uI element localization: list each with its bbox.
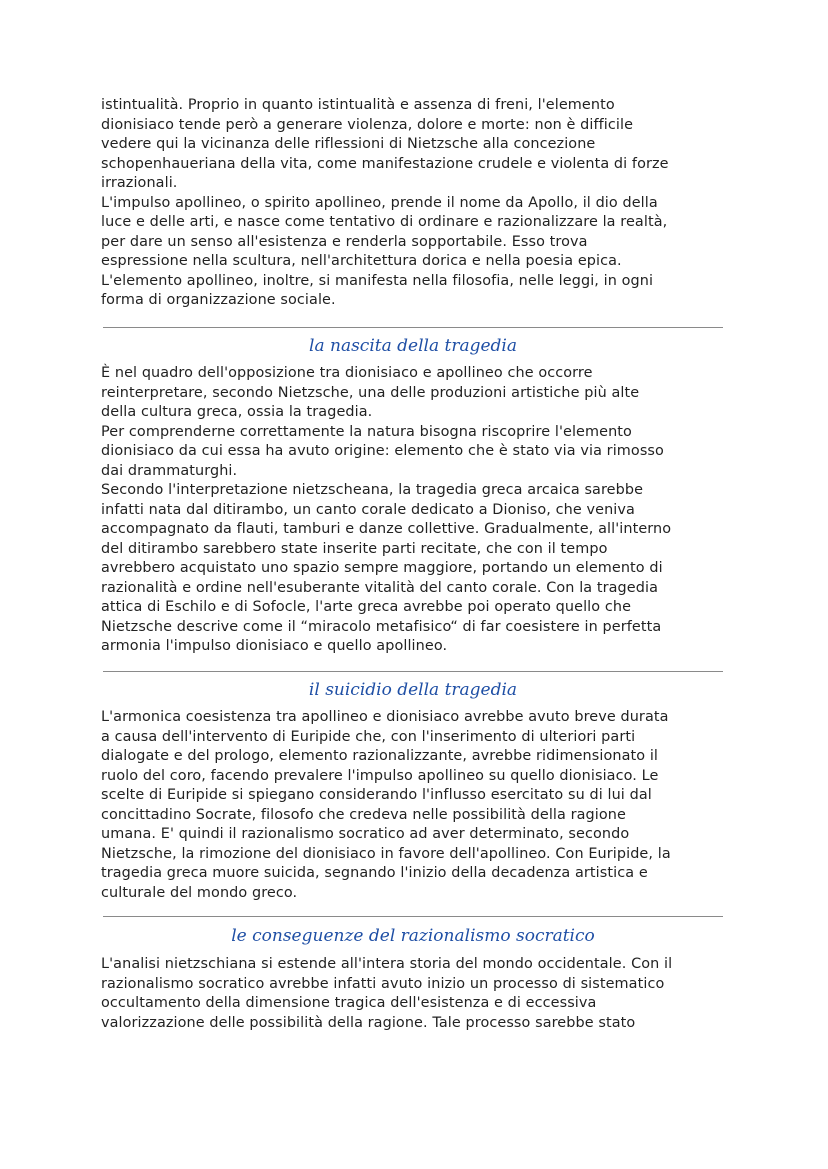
- text-line: a causa dell'intervento di Euripide che, con l'inserimento di ulteriori parti: [101, 728, 636, 745]
- text-line: avrebbero acquistato uno spazio sempre maggiore, portando un elemento di: [101, 560, 663, 576]
- section-divider: [103, 327, 723, 328]
- text-line: reinterpretare, secondo Nietzsche, una delle produzioni artistiche più alte: [101, 384, 640, 401]
- text-line: irrazionali.: [101, 175, 178, 191]
- text-line: istintualità. Proprio in quanto istintualità e assenza di freni, l'elemento: [101, 97, 615, 113]
- text-line: tragedia greca muore suicida, segnando l'inizio della decadenza artistica e: [101, 865, 648, 881]
- text-line: del ditirambo sarebbero state inserite parti recitate, che con il tempo: [101, 540, 608, 557]
- paragraph-conseguenze: [101, 955, 672, 1033]
- text-line: dai drammaturghi.: [101, 462, 238, 479]
- text-line: forma di organizzazione sociale.: [101, 292, 336, 308]
- paragraph-nascita: [101, 364, 671, 657]
- text-line: scelte di Euripide si spiegano considerando l'influsso esercitato su di lui dal: [101, 787, 652, 803]
- section-divider: [103, 671, 723, 672]
- text-line: L'elemento apollineo, inoltre, si manifesta nella filosofia, nelle leggi, in ogni: [101, 272, 654, 289]
- section-heading-suicidio: il suicidio della tragedia: [308, 680, 518, 700]
- text-line: concittadino Socrate, filosofo che credeva nelle possibilità della ragione: [101, 806, 626, 823]
- text-line: dionisiaco tende però a generare violenza, dolore e morte: non è difficile: [101, 116, 634, 133]
- text-line: culturale del mondo greco.: [101, 884, 298, 901]
- text-line: infatti nata dal ditirambo, un canto corale dedicato a Dioniso, che veniva: [101, 501, 635, 518]
- text-line: luce e delle arti, e nasce come tentativo di ordinare e razionalizzare la realtà,: [101, 214, 668, 230]
- paragraph-intro: [101, 96, 669, 311]
- text-line: per dare un senso all'esistenza e renderla sopportabile. Esso trova: [101, 233, 588, 250]
- text-line: Per comprenderne correttamente la natura bisogna riscoprire l'elemento: [101, 423, 632, 440]
- section-heading-nascita: la nascita della tragedia: [309, 336, 517, 356]
- section-divider: [103, 916, 723, 917]
- text-line: della cultura greca, ossia la tragedia.: [101, 404, 373, 420]
- text-line: espressione nella scultura, nell'architettura dorica e nella poesia epica.: [101, 253, 622, 269]
- text-line: Nietzsche, la rimozione del dionisiaco in favore dell'apollineo. Con Euripide, la: [101, 845, 671, 862]
- text-line: dionisiaco da cui essa ha avuto origine: elemento che è stato via via rimosso: [101, 443, 664, 459]
- paragraph-suicidio: [101, 708, 671, 903]
- text-line: L'impulso apollineo, o spirito apollineo, prende il nome da Apollo, il dio della: [101, 194, 658, 211]
- text-line: attica di Eschilo e di Sofocle, l'arte greca avrebbe poi operato quello che: [101, 599, 632, 615]
- text-line: razionalità e ordine nell'esuberante vitalità del canto corale. Con la tragedia: [101, 579, 658, 596]
- text-line: ruolo del coro, facendo prevalere l'impulso apollineo su quello dionisiaco. Le: [101, 767, 659, 784]
- text-line: L'analisi nietzschiana si estende all'intera storia del mondo occidentale. Con il: [101, 956, 673, 972]
- text-line: occultamento della dimensione tragica dell'esistenza e di eccessiva: [101, 995, 597, 1011]
- text-line: dialogate e del prologo, elemento razionalizzante, avrebbe ridimensionato il: [101, 748, 659, 764]
- text-line: razionalismo socratico avrebbe infatti avuto inizio un processo di sistematico: [101, 975, 665, 992]
- text-line: L'armonica coesistenza tra apollineo e dionisiaco avrebbe avuto breve durata: [101, 709, 669, 725]
- text-line: Nietzsche descrive come il “miracolo metafisico“ di far coesistere in perfetta: [101, 618, 662, 635]
- text-line: umana. E' quindi il razionalismo socratico ad aver determinato, secondo: [101, 826, 630, 842]
- text-line: Secondo l'interpretazione nietzscheana, la tragedia greca arcaica sarebbe: [101, 482, 644, 498]
- text-line: accompagnato da flauti, tamburi e danze collettive. Gradualmente, all'interno: [101, 521, 672, 537]
- text-line: vedere qui la vicinanza delle riflessioni di Nietzsche alla concezione: [101, 136, 596, 152]
- text-line: armonia l'impulso dionisiaco e quello apollineo.: [101, 638, 448, 654]
- section-heading-conseguenze: le conseguenze del razionalismo socratico: [231, 926, 595, 946]
- text-line: È nel quadro dell'opposizione tra dionisiaco e apollineo che occorre: [101, 365, 593, 381]
- text-line: valorizzazione delle possibilità della ragione. Tale processo sarebbe stato: [101, 1014, 636, 1031]
- text-line: schopenhaueriana della vita, come manifestazione crudele e violenta di forze: [101, 155, 669, 172]
